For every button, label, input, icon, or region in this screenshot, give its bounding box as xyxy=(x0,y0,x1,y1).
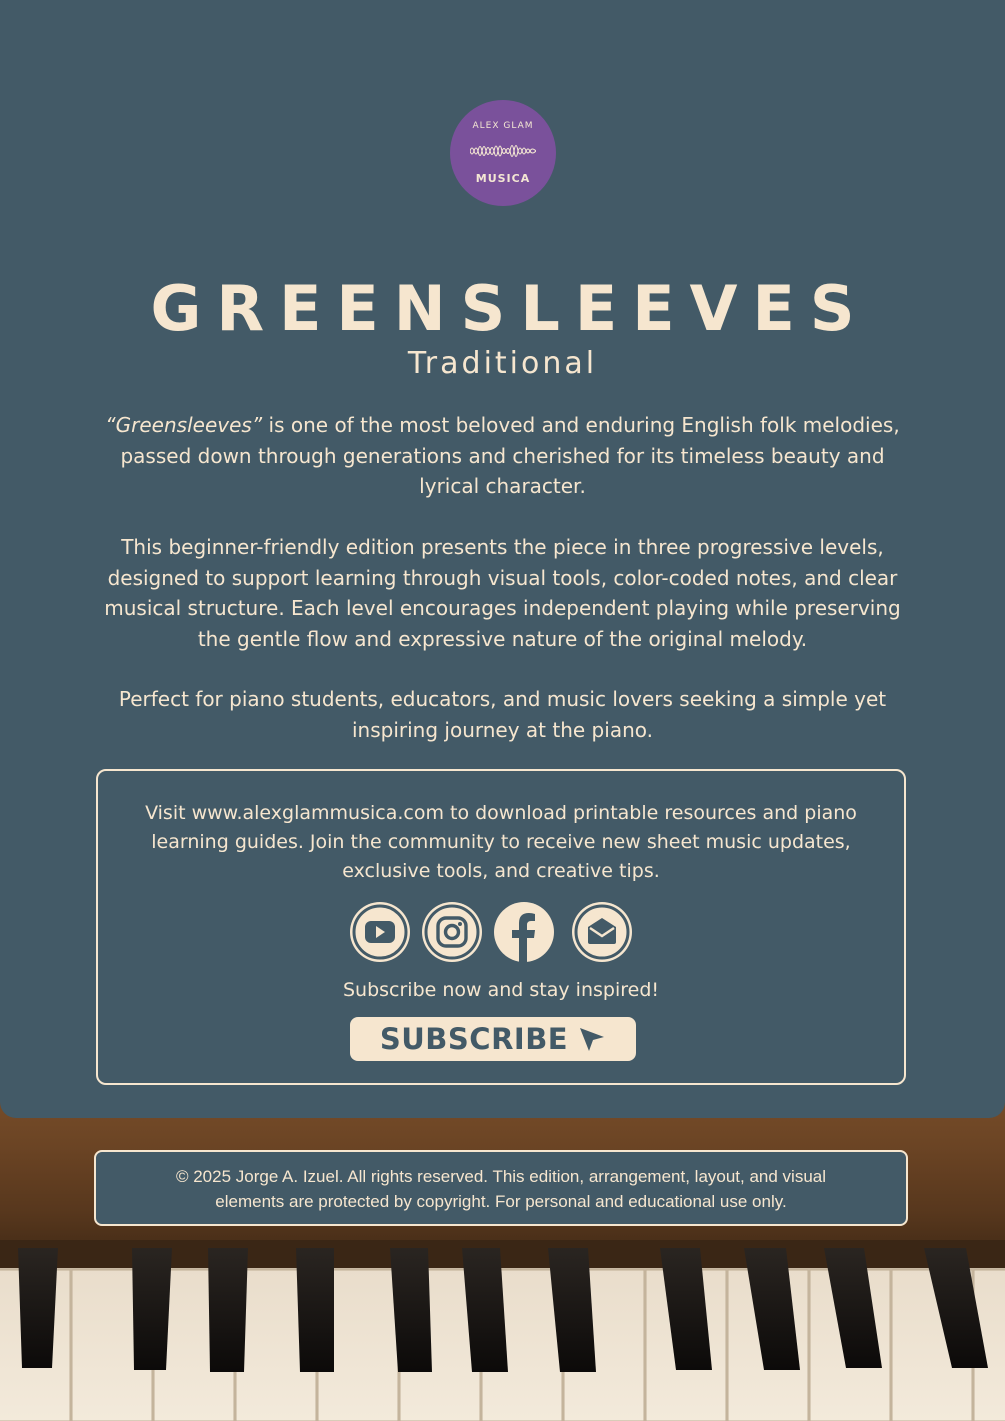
piece-title-italic: “Greensleeves” xyxy=(105,413,263,437)
envelope-icon xyxy=(572,902,632,962)
instagram-link[interactable] xyxy=(422,902,482,962)
promo-box xyxy=(96,769,906,1085)
soundwave-icon xyxy=(470,140,536,162)
description-paragraph-3: Perfect for piano students, educators, and music lovers seeking a simple yet inspiring journey at the piano. xyxy=(118,687,887,742)
subscribe-tagline: Subscribe now and stay inspired! xyxy=(342,979,659,1001)
subscribe-button[interactable] xyxy=(350,1017,636,1061)
logo-bottom-text: MUSICA xyxy=(475,172,531,185)
facebook-link[interactable] xyxy=(494,902,554,962)
page-subtitle: Traditional xyxy=(407,346,598,381)
logo-top-text: ALEX GLAM xyxy=(472,121,534,131)
promo-text: Visit www.alexglammusica.com to download printable resources and piano learning guides. Join the community to receive new sheet music updates, exclusive tools, and creative tips. xyxy=(145,802,857,882)
youtube-icon xyxy=(350,902,410,962)
email-link[interactable] xyxy=(572,902,632,962)
instagram-icon xyxy=(422,902,482,962)
piano-keyboard-image xyxy=(0,1240,1005,1421)
subscribe-label: SUBSCRIBE xyxy=(379,1022,569,1056)
copyright-notice: © 2025 Jorge A. Izuel. All rights reserved. This edition, arrangement, layout, and visual elements are protected by copyright. For personal and educational use only. xyxy=(94,1150,908,1226)
description-text: is one of the most beloved and enduring English folk melodies, passed down through generations and cherished for its timeless beauty and lyrical character. xyxy=(120,413,900,498)
youtube-link[interactable] xyxy=(350,902,410,962)
description-paragraph-1 xyxy=(95,410,910,502)
cursor-arrow-icon xyxy=(578,1025,606,1053)
description-paragraph-2: This beginner-friendly edition presents the piece in three progressive levels, designed to support learning through visual tools, color-coded notes, and clear musical structure. Each level encourages independent playing while preserving the gentle flow and expressive nature of the original melody. xyxy=(104,535,901,651)
facebook-icon xyxy=(494,902,554,962)
page-title: GREENSLEEVES xyxy=(150,272,870,345)
brand-logo xyxy=(450,100,556,206)
